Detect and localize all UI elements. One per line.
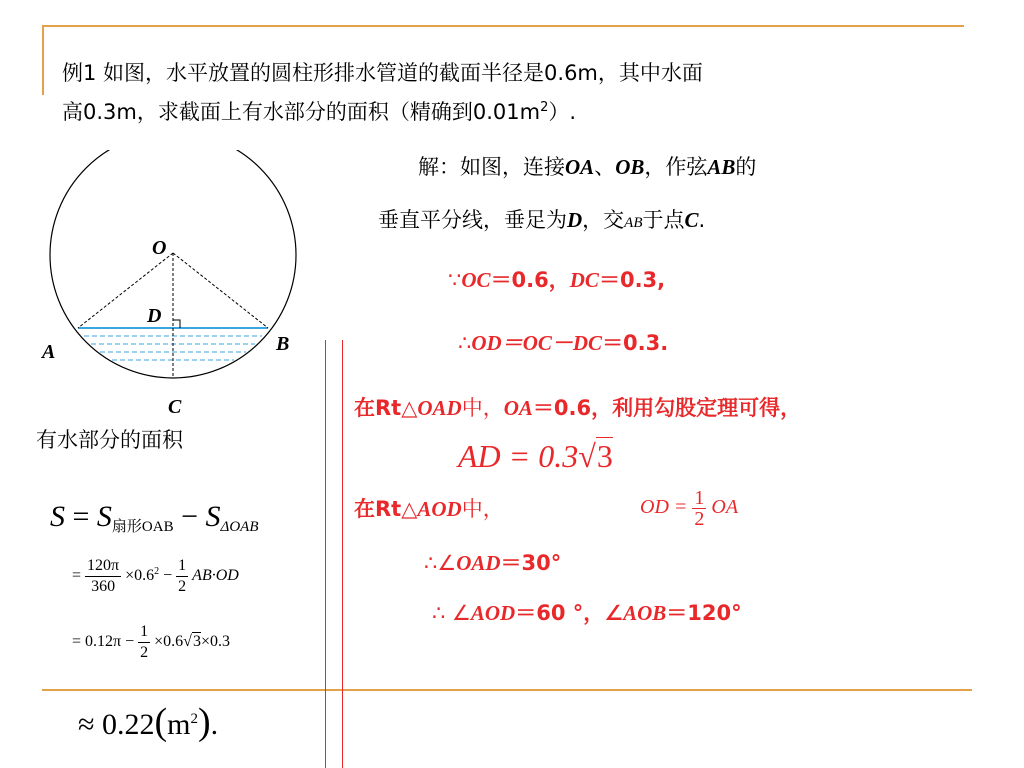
bottom-rule bbox=[42, 689, 972, 691]
solution-line-3: ∵OC＝0.6，DC＝0.3, bbox=[448, 268, 666, 292]
formula-line-1: $S = S_{扇形OAB} - S_{\Delta OAB}$ bbox=[50, 500, 259, 535]
label-O: O bbox=[152, 237, 167, 259]
solution-line-8: ∴∠OAD＝30° bbox=[424, 551, 562, 575]
problem-line-1: 例1 如图，水平放置的圆柱形排水管道的截面半径是0.6m，其中水面 bbox=[62, 61, 703, 85]
solution-line-4: ∴OD＝OC－DC＝0.3. bbox=[458, 331, 669, 355]
formula-line-2: = $\frac{120\pi}{360}$ $\times 0.6^2$ − $\frac{1}{2}$ AB·OD bbox=[72, 557, 239, 595]
radius-OB bbox=[173, 253, 268, 328]
solution-line-2: 垂直平分线，垂足为D，交AB于点C. bbox=[378, 208, 706, 232]
solution-line-9: ∴ ∠AOD＝60 °，∠AOB＝120° bbox=[432, 601, 742, 625]
top-rule bbox=[42, 25, 964, 27]
divider-vertical-2 bbox=[342, 340, 343, 768]
label-C: C bbox=[168, 396, 182, 418]
formula-line-3: = 0.12π − $\frac{1}{2}$ ×0.6√3×0.3 bbox=[72, 623, 230, 661]
area-label: 有水部分的面积 bbox=[36, 428, 183, 452]
solution-line-6: AD = 0.3√3 bbox=[458, 438, 613, 474]
pipe-cross-section-diagram bbox=[40, 150, 320, 420]
right-angle-mark bbox=[173, 320, 180, 328]
formula-result: ≈ $0.22(m^2)$. bbox=[78, 701, 219, 743]
solution-line-1: 解：如图，连接OA、OB，作弦AB的 bbox=[418, 155, 757, 179]
solution-line-7: 在Rt△AOD中， bbox=[354, 497, 504, 521]
label-D: D bbox=[147, 305, 162, 327]
solution-line-7-formula: OD = $\frac{1}{2}$ OA bbox=[640, 487, 739, 530]
divider-vertical-1 bbox=[325, 340, 326, 768]
solution-line-5: 在Rt△OAD中，OA＝0.6，利用勾股定理可得， bbox=[354, 396, 802, 420]
problem-line-2: 高0.3m，求截面上有水部分的面积（精确到$0.01m^2$）. bbox=[62, 100, 577, 124]
left-rule bbox=[42, 25, 44, 95]
label-A: A bbox=[42, 341, 56, 363]
label-B: B bbox=[276, 333, 290, 355]
